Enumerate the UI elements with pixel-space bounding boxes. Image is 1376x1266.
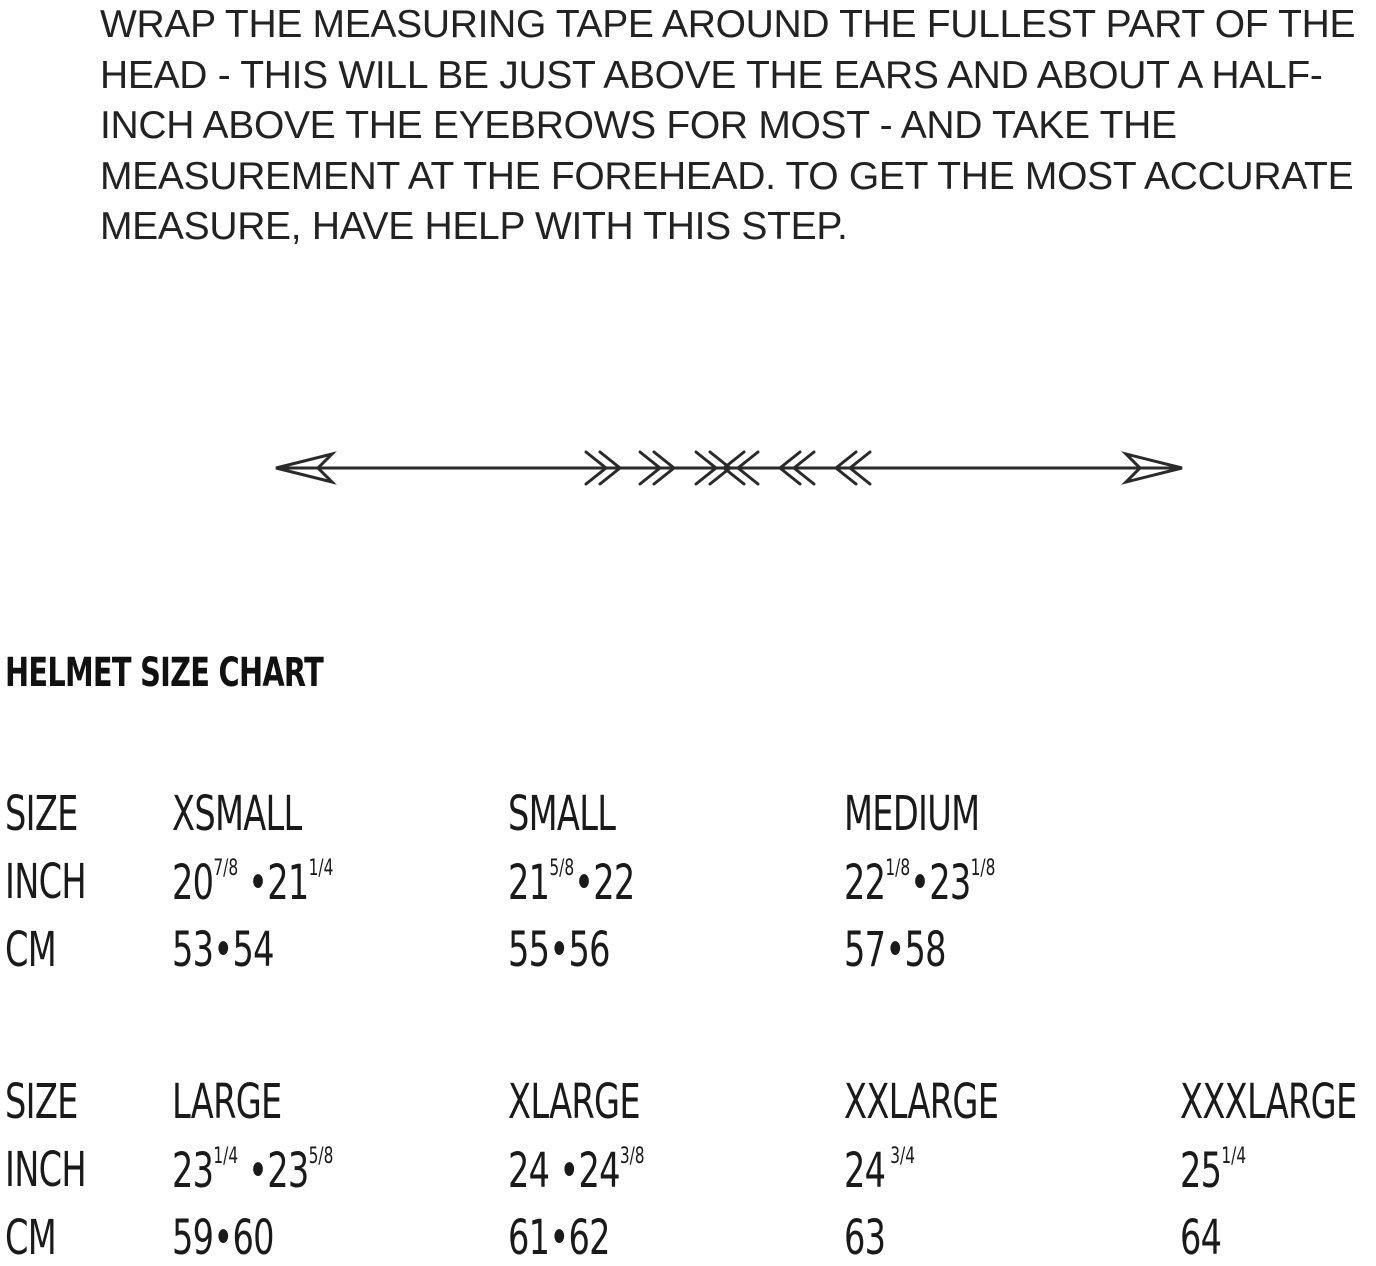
cm-range: 57•58 — [844, 922, 946, 978]
chart-title: HELMET SIZE CHART — [5, 650, 323, 696]
size-name: LARGE — [172, 1074, 282, 1130]
inch-range: 24 $^{3/4}$ — [844, 1143, 916, 1199]
size-name: MEDIUM — [844, 786, 980, 842]
cm-range: 53•54 — [172, 922, 274, 978]
inch-range: $22^{1/8}•23^{1/8}$ — [844, 855, 996, 911]
cm-range: 61•62 — [508, 1210, 610, 1266]
cm-range: 59•60 — [172, 1210, 274, 1266]
inch-row-label: INCH — [5, 854, 86, 910]
cm-row-label: CM — [5, 922, 57, 978]
size-name: XLARGE — [508, 1074, 640, 1130]
measuring-instructions: WRAP THE MEASURING TAPE AROUND THE FULLEST PART OF THE HEAD - THIS WILL BE JUST ABOVE THE EARS AND ABOUT A HALF-INCH ABOVE THE EYEBROWS FOR MOST - AND TAKE THE MEASUREMENT AT THE FOREHEAD. TO GET THE MOST ACCURATE MEASURE, HAVE HELP WITH THIS STEP. — [100, 3, 1356, 248]
inch-row-label: INCH — [5, 1142, 86, 1198]
inch-range: 24 $•24^{3/8}$ — [508, 1143, 645, 1199]
size-name: XSMALL — [172, 786, 302, 842]
size-name: SMALL — [508, 786, 616, 842]
cm-range: 63 — [844, 1210, 886, 1266]
size-name: XXXLARGE — [1180, 1074, 1357, 1130]
inch-range: $25^{1/4}$ — [1180, 1143, 1247, 1199]
size-row-label: SIZE — [5, 786, 78, 842]
inch-range: $21^{5/8}•22$ — [508, 855, 635, 911]
size-row-label: SIZE — [5, 1074, 78, 1130]
inch-range: $23^{1/4}$ $•23^{5/8}$ — [172, 1143, 334, 1199]
cm-row-label: CM — [5, 1210, 57, 1266]
double-headed-arrow-icon — [260, 430, 1200, 510]
cm-range: 64 — [1180, 1210, 1222, 1266]
inch-range: $20^{7/8}$ $•21^{1/4}$ — [172, 855, 334, 911]
cm-range: 55•56 — [508, 922, 610, 978]
size-name: XXLARGE — [844, 1074, 999, 1130]
